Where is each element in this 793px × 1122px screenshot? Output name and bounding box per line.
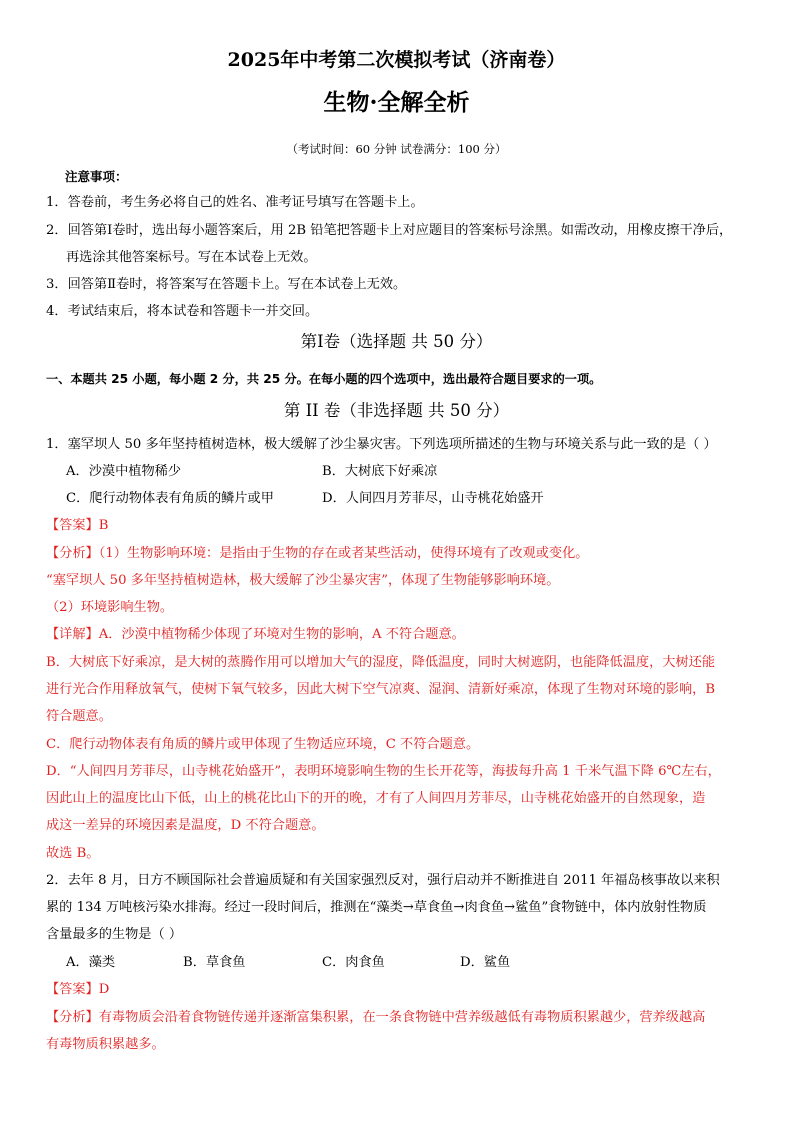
q2-option-a: A．藻类 <box>66 955 116 970</box>
q2-analysis-line: 有毒物质积累越多。 <box>46 1037 165 1052</box>
notice-item: 1．答卷前，考生务必将自己的姓名、准考证号填写在答题卡上。 <box>46 195 424 210</box>
notice-item: 再选涂其他答案标号。写在本试卷上无效。 <box>66 250 317 265</box>
q2-option-d: D．鲨鱼 <box>460 955 511 970</box>
notice-heading: 注意事项： <box>65 169 128 184</box>
q1-detail-line <box>46 626 465 644</box>
answer-value: B <box>98 518 109 533</box>
q1-detail-line: 进行光合作用释放氧气，使树下氧气较多，因此大树下空气凉爽、湿润、清新好乘凉，体现了生物对环境的影响，B <box>46 682 716 697</box>
q1-option-c: C．爬行动物体表有角质的鳞片或甲 <box>66 491 274 506</box>
analysis-tag: 【分析】 <box>46 546 99 561</box>
q1-option-b: B．大树底下好乘凉 <box>322 464 438 479</box>
q1-detail-line: D．“人间四月芳菲尽，山寺桃花始盛开”，表明环境影响生物的生长开花等，海拔每升高 1 千米气温下降 6℃左右， <box>46 764 721 779</box>
detail-text: A．沙漠中植物稀少体现了环境对生物的影响，A 不符合题意。 <box>98 627 465 642</box>
answer-value: D <box>98 982 110 997</box>
q1-conclusion: 故选 B。 <box>46 846 100 861</box>
notice-item: 4．考试结束后，将本试卷和答题卡一并交回。 <box>46 304 319 319</box>
q2-option-b: B．草食鱼 <box>183 955 246 970</box>
q2-option-c: C．肉食鱼 <box>322 955 385 970</box>
answer-tag: 【答案】 <box>46 982 99 997</box>
q2-stem-line: 2．去年 8 月，日方不顾国际社会普遍质疑和有关国家强烈反对，强行启动并不断推进自 2011 年福岛核事故以来积 <box>46 873 720 888</box>
notice-item: 3．回答第Ⅱ卷时，将答案写在答题卡上。写在本试卷上无效。 <box>46 277 407 292</box>
q1-stem: 1．塞罕坝人 50 多年坚持植树造林，极大缓解了沙尘暴灾害。下列选项所描述的生物与环境关系与此一致的是（ ） <box>46 437 717 452</box>
exam-subtitle: 生物·全解全析 <box>323 89 470 116</box>
q1-analysis-line: “塞罕坝人 50 多年坚持植树造林，极大缓解了沙尘暴灾害”，体现了生物能够影响环境。 <box>46 573 560 588</box>
q1-detail-line: C．爬行动物体表有角质的鳞片或甲体现了生物适应环境，C 不符合题意。 <box>46 737 480 752</box>
q1-option-a: A．沙漠中植物稀少 <box>66 464 182 479</box>
analysis-tag: 【分析】 <box>46 1010 99 1025</box>
q1-detail-line: 符合题意。 <box>46 709 112 724</box>
q1-answer <box>46 517 108 535</box>
notice-item: 2．回答第Ⅰ卷时，选出每小题答案后，用 2B 铅笔把答题卡上对应题目的答案标号涂黑。如需改动，用橡皮擦干净后， <box>46 223 733 238</box>
q1-detail-line: B．大树底下好乘凉，是大树的蒸腾作用可以增加大气的湿度，降低温度，同时大树遮阴，也能降低温度，大树还能 <box>46 655 716 670</box>
q1-detail-line: 因此山上的温度比山下低，山上的桃花比山下的开的晚，才有了人间四月芳菲尽，山寺桃花始盛开的自然现象，造 <box>46 791 706 806</box>
part2-title: 第 II 卷（非选择题 共 50 分） <box>283 401 510 420</box>
analysis-text: 有毒物质会沿着食物链传递并逐渐富集积累，在一条食物链中营养级越低有毒物质积累越少，营养级越高 <box>98 1010 706 1025</box>
part1-title: 第Ⅰ卷（选择题 共 50 分） <box>300 332 493 351</box>
q1-analysis-line: （2）环境影响生物。 <box>46 600 174 615</box>
detail-tag: 【详解】 <box>46 627 99 642</box>
exam-title: 2025年中考第二次模拟考试（济南卷） <box>227 49 566 71</box>
analysis-text: （1）生物影响环境：是指由于生物的存在或者某些活动，使得环境有了改观或变化。 <box>98 546 589 561</box>
answer-tag: 【答案】 <box>46 518 99 533</box>
q2-answer <box>46 981 109 999</box>
q1-option-d: D．人间四月芳菲尽，山寺桃花始盛开 <box>322 491 544 506</box>
q2-analysis-line <box>46 1009 705 1027</box>
q2-stem-line: 累的 134 万吨核污染水排海。经过一段时间后，推测在“藻类→草食鱼→肉食鱼→鲨鱼”食物链中，体内放射性物质 <box>46 900 707 915</box>
q1-analysis-line <box>46 545 588 563</box>
q1-detail-line: 成这一差异的环境因素是温度，D 不符合题意。 <box>46 818 325 833</box>
q2-stem-line: 含量最多的生物是（ ） <box>46 927 183 942</box>
part1-instruction: 一、本题共 25 小题，每小题 2 分，共 25 分。在每小题的四个选项中，选出最符合题目要求的一项。 <box>46 372 602 386</box>
exam-meta: （考试时间：60 分钟 试卷满分：100 分） <box>286 142 507 156</box>
